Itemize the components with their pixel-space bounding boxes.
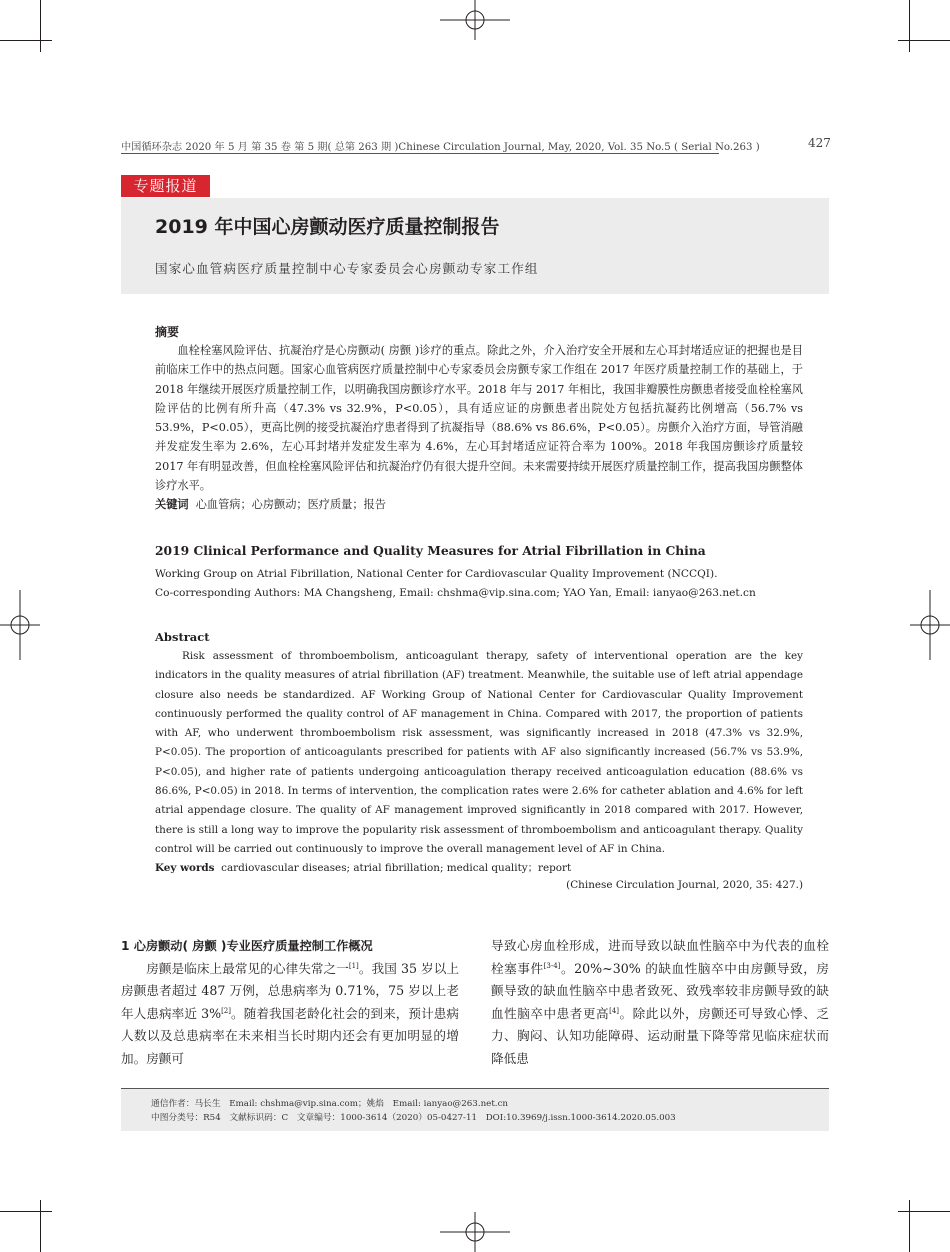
text-run: 。随着我国老龄化社会的到来，预计患病人数以及总患病率在未来相当长时期内还会有更加明显的增加。房颤可 [121, 1005, 459, 1066]
cn-keywords-label: 关键词 [155, 498, 189, 511]
text-run: 房颤是临床上最常见的心律失常之一 [146, 960, 349, 976]
registration-mark-top [440, 0, 510, 40]
section-heading: 1 心房颤动( 房颤 )专业医疗质量控制工作概况 [121, 939, 373, 953]
cn-abstract-heading: 摘要 [155, 325, 180, 339]
text-run: 导致心房血栓形成，进而导致以缺血性脑卒中为代表的血栓栓塞事件 [491, 938, 829, 976]
registration-mark-bottom [440, 1212, 510, 1252]
english-affiliation-block [155, 565, 756, 603]
body-column-right [491, 935, 829, 1071]
footnote-correspondence: 通信作者：马长生 Email: chshma@vip.sina.com；姚焰 Email: ianyao@263.net.cn [151, 1099, 509, 1109]
body-column-left [121, 935, 459, 1071]
text-run: 。20%~30% 的缺血性脑卒中由房颤导致，房颤导致的缺血性脑卒中患者致死、致残率较非房颤导致的缺血性脑卒中患者更高 [491, 960, 830, 1021]
cn-abstract [155, 341, 803, 495]
header-rule [121, 153, 719, 154]
footnote [151, 1097, 676, 1125]
cn-abstract-body: 血栓栓塞风险评估、抗凝治疗是心房颤动( 房颤 )诊疗的重点。除此之外，介入治疗安全开展和左心耳封堵适应证的把握也是目前临床工作中的热点问题。国家心血管病医疗质量控制中心专家委员会房颤专家工作组在 2017 年医疗质量控制工作的基础上，于 2018 年继续开展医疗质量控制工作，以明确我国房颤诊疗水平。2018 年与 2017 年相比，我国非瓣膜性房颤患者接受血栓栓塞风险评估的比例有所升高（47.3% vs 32.9%，P<0.05），具有适应证的房颤患者出院处方包括抗凝药比例增高（56.7% vs 53.9%，P<0.05），更高比例的接受抗凝治疗患者得到了抗凝指导（88.6% vs 86.6%，P<0.05）。房颤介入治疗方面，导管消融并发症发生率为 2.6%，左心耳封堵并发症发生率为 4.6%，左心耳封堵适应证符合率为 100%。2018 年我国房颤诊疗质量较 2017 年有明显改善，但血栓栓塞风险评估和抗凝治疗仍有很大提升空间。未来需要持续开展医疗质量控制工作，提高我国房颤整体诊疗水平。 [155, 344, 803, 493]
english-title: 2019 Clinical Performance and Quality Measures for Atrial Fibrillation in China [155, 543, 706, 558]
footnote-classification: 中图分类号：R54 文献标识码：C 文章编号：1000-3614（2020）05-0427-11 DOI:10.3969/j.issn.1000-3614.2020.05.003 [151, 1113, 676, 1123]
cn-keywords-text: 心血管病；心房颤动；医疗质量；报告 [195, 498, 386, 511]
corresponding-authors: Co-corresponding Authors: MA Changsheng, Email: chshma@vip.sina.com; YAO Yan, Email: ianyao@263.net.cn [155, 587, 756, 599]
body-paragraph-left [121, 958, 459, 1071]
cn-keywords [155, 496, 386, 512]
text-run: 。除此以外，房颤还可导致心悸、乏力、胸闷、认知功能障碍、运动耐量下降等常见临床症状而降低患 [491, 1005, 830, 1066]
reference-4[interactable]: [4] [609, 1006, 620, 1015]
english-abstract [155, 647, 803, 859]
registration-mark-left [0, 590, 40, 660]
english-keywords-text: cardiovascular diseases; atrial fibrillation; medical quality；report [221, 862, 572, 874]
running-head: 中国循环杂志 2020 年 5 月 第 35 卷 第 5 期( 总第 263 期 )Chinese Circulation Journal, May, 2020, Vol. 35 No.5 ( Serial No.263 ) [121, 142, 760, 153]
article-title: 2019 年中国心房颤动医疗质量控制报告 [155, 216, 500, 238]
page-number: 427 [808, 136, 831, 150]
reference-3-4[interactable]: [3-4] [543, 961, 561, 970]
english-keywords-label: Key words [155, 862, 215, 874]
body-paragraph-right [491, 935, 829, 1071]
english-abstract-body: Risk assessment of thromboembolism, anticoagulant therapy, safety of interventional operation are the key indicators in the quality measures of atrial fibrillation (AF) treatment. Meanwhile, the suitable use of left atrial appendage closure also needs be standardized. AF Working Group of National Center for Cardiovascular Quality Improvement continuously performed the quality control of AF management in China. Compared with 2017, the proportion of patients with AF, who underwent thromboembolism risk assessment, was significantly increased in 2018 (47.3% vs 32.9%, P<0.05). The proportion of anticoagulants prescribed for patients with AF also significantly increased (56.7% vs 53.9%, P<0.05), and higher rate of patients undergoing anticoagulation therapy received anticoagulation education (88.6% vs 86.6%, P<0.05) in 2018. In terms of intervention, the complication rates were 2.6% for catheter ablation and 4.6% for left atrial appendage closure. The quality of AF management improved significantly in 2018 compared with 2017. However, there is still a long way to improve the popularity risk assessment of thromboembolism and anticoagulant therapy. Quality control will be carried out continuously to improve the overall management level of AF in China. [155, 650, 803, 855]
reference-2[interactable]: [2] [221, 1006, 231, 1015]
citation: (Chinese Circulation Journal, 2020, 35: 427.) [566, 879, 803, 891]
author-group: 国家心血管病医疗质量控制中心专家委员会心房颤动专家工作组 [155, 261, 539, 276]
english-keywords [155, 859, 571, 874]
english-abstract-heading: Abstract [155, 630, 210, 644]
reference-1[interactable]: [1] [348, 961, 359, 970]
section-badge: 专题报道 [121, 175, 210, 197]
text-run: 。我国 35 岁以上房颤患者超过 487 万例，总患病率为 0.71%，75 岁以上老年人患病率近 3% [121, 960, 459, 1021]
english-affiliation: Working Group on Atrial Fibrillation, National Center for Cardiovascular Quality Improvement (NCCQI). [155, 568, 718, 580]
registration-mark-right [910, 590, 950, 660]
